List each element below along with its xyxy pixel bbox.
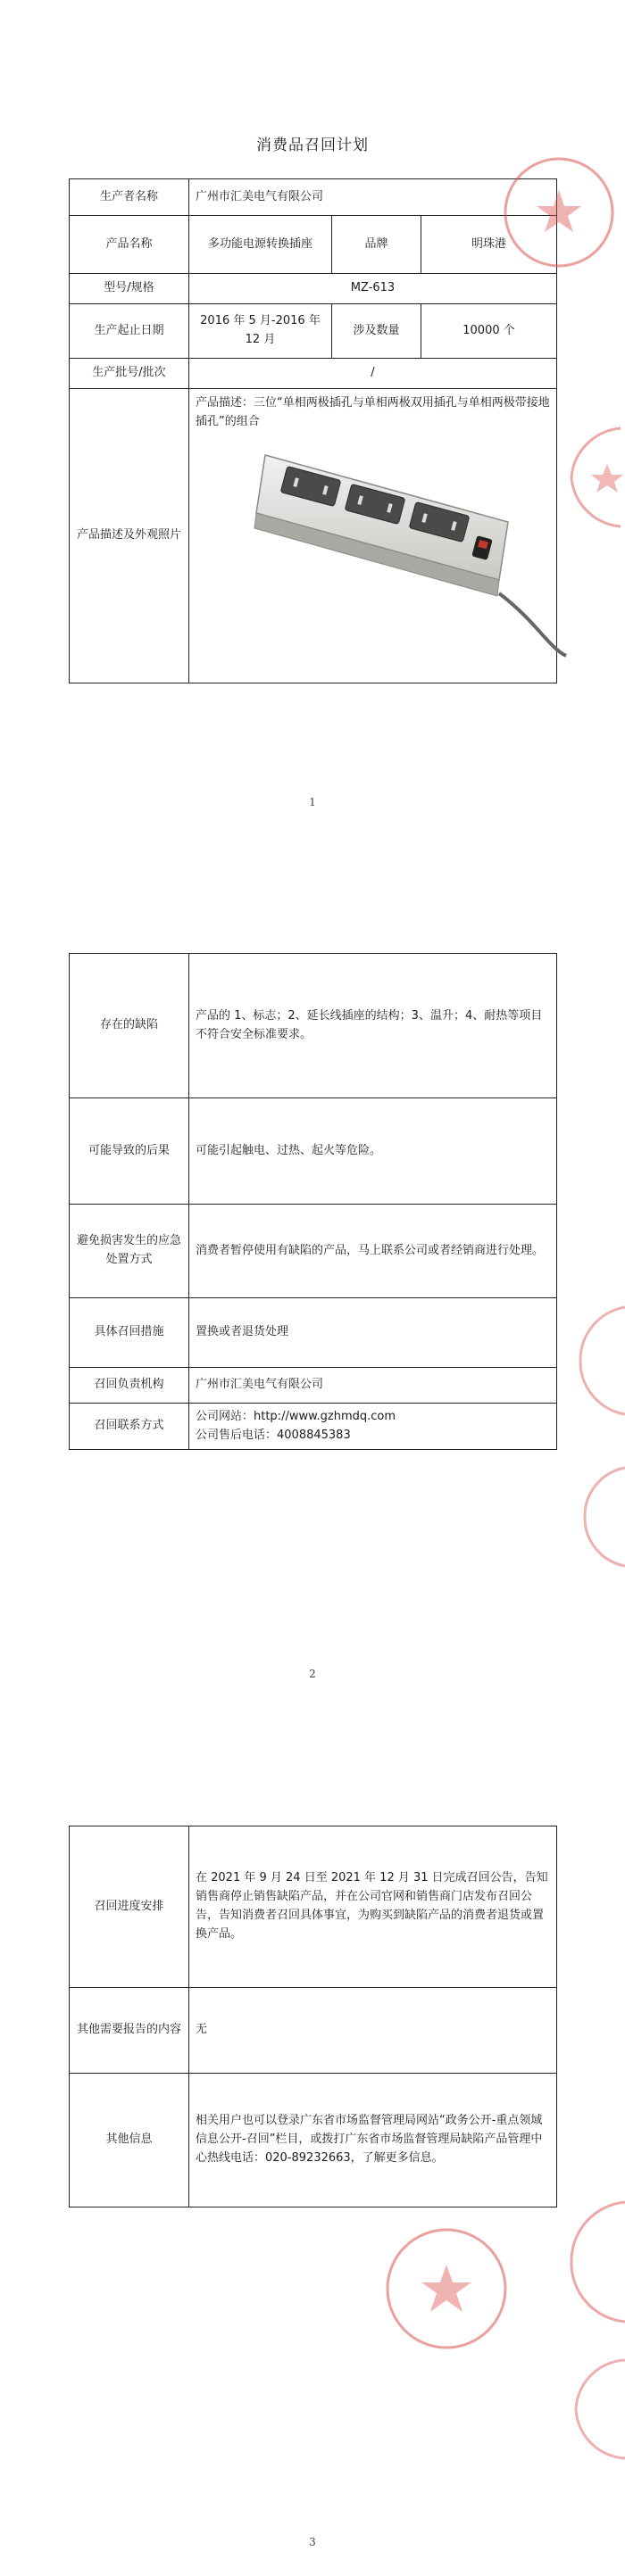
recall-defect-table [69, 953, 557, 1450]
brand-value: 明珠港 [421, 216, 557, 274]
emergency-value: 消费者暂停使用有缺陷的产品，马上联系公司或者经销商进行处理。 [189, 1205, 557, 1298]
model-label: 型号/规格 [70, 274, 189, 304]
other-info-label: 其他信息 [70, 2074, 189, 2207]
defect-value: 产品的 1、标志；2、延长线插座的结构；3、温升；4、耐热等项目不符合安全标准要求。 [189, 954, 557, 1098]
consequence-label: 可能导致的后果 [70, 1098, 189, 1205]
company-seal-stamp [571, 1303, 625, 1419]
producer-label: 生产者名称 [70, 179, 189, 216]
company-seal-stamp [536, 419, 625, 535]
measure-value: 置换或者退货处理 [189, 1298, 557, 1368]
measure-label: 具体召回措施 [70, 1298, 189, 1368]
defect-label: 存在的缺陷 [70, 954, 189, 1098]
page-number: 3 [309, 2536, 316, 2548]
org-label: 召回负责机构 [70, 1368, 189, 1404]
model-value: MZ-613 [189, 274, 557, 304]
company-seal-stamp [375, 2222, 518, 2356]
company-seal-stamp [567, 2356, 625, 2463]
date-label: 生产起止日期 [70, 304, 189, 359]
contact-website: 公司网站：http://www.gzhmdq.com [196, 1409, 396, 1423]
other-report-label: 其他需要报告的内容 [70, 1988, 189, 2074]
product-name-value: 多功能电源转换插座 [189, 216, 332, 274]
consequence-value: 可能引起触电、过热、起火等危险。 [189, 1098, 557, 1205]
product-name-label: 产品名称 [70, 216, 189, 274]
page-number: 1 [309, 796, 316, 808]
contact-label: 召回联系方式 [70, 1404, 189, 1450]
page-number: 2 [309, 1668, 316, 1680]
quantity-label: 涉及数量 [332, 304, 421, 359]
other-info-value: 相关用户也可以登录广东省市场监督管理局网站“政务公开-重点领域信息公开-召回”栏目，或拨打广东省市场监督管理局缺陷产品管理中心热线电话：020-89232663，了解更多信息。 [189, 2074, 557, 2207]
batch-label: 生产批号/批次 [70, 359, 189, 389]
date-value: 2016 年 5 月-2016 年 12 月 [189, 304, 332, 359]
company-seal-stamp [576, 1463, 625, 1570]
company-seal-stamp [562, 2195, 625, 2329]
company-seal-stamp [496, 150, 621, 275]
emergency-label: 避免损害发生的应急处置方式 [70, 1205, 189, 1298]
description-text: 产品描述：三位“单相两极插孔与单相两极双用插孔与单相两极带接地插孔”的组合 [196, 396, 550, 428]
schedule-label: 召回进度安排 [70, 1826, 189, 1988]
contact-phone: 公司售后电话：4008845383 [196, 1428, 351, 1442]
schedule-value: 在 2021 年 9 月 24 日至 2021 年 12 月 31 日完成召回公告，告知销售商停止销售缺陷产品，并在公司官网和销售商门店发布召回公告，告知消费者召回具体事宜，为购买到缺陷产品的消费者退货或置换产品。 [189, 1826, 557, 1988]
contact-cell [189, 1404, 557, 1450]
recall-info-table [69, 178, 557, 683]
recall-schedule-table [69, 1826, 557, 2207]
document-title: 消费品召回计划 [256, 137, 369, 154]
quantity-value: 10000 个 [421, 304, 557, 359]
org-value: 广州市汇美电气有限公司 [189, 1368, 557, 1404]
batch-value: / [189, 359, 557, 389]
description-label: 产品描述及外观照片 [70, 389, 189, 683]
power-strip-photo [231, 437, 571, 660]
brand-label: 品牌 [332, 216, 421, 274]
description-cell [189, 389, 557, 683]
producer-value: 广州市汇美电气有限公司 [189, 179, 557, 216]
other-report-value: 无 [189, 1988, 557, 2074]
